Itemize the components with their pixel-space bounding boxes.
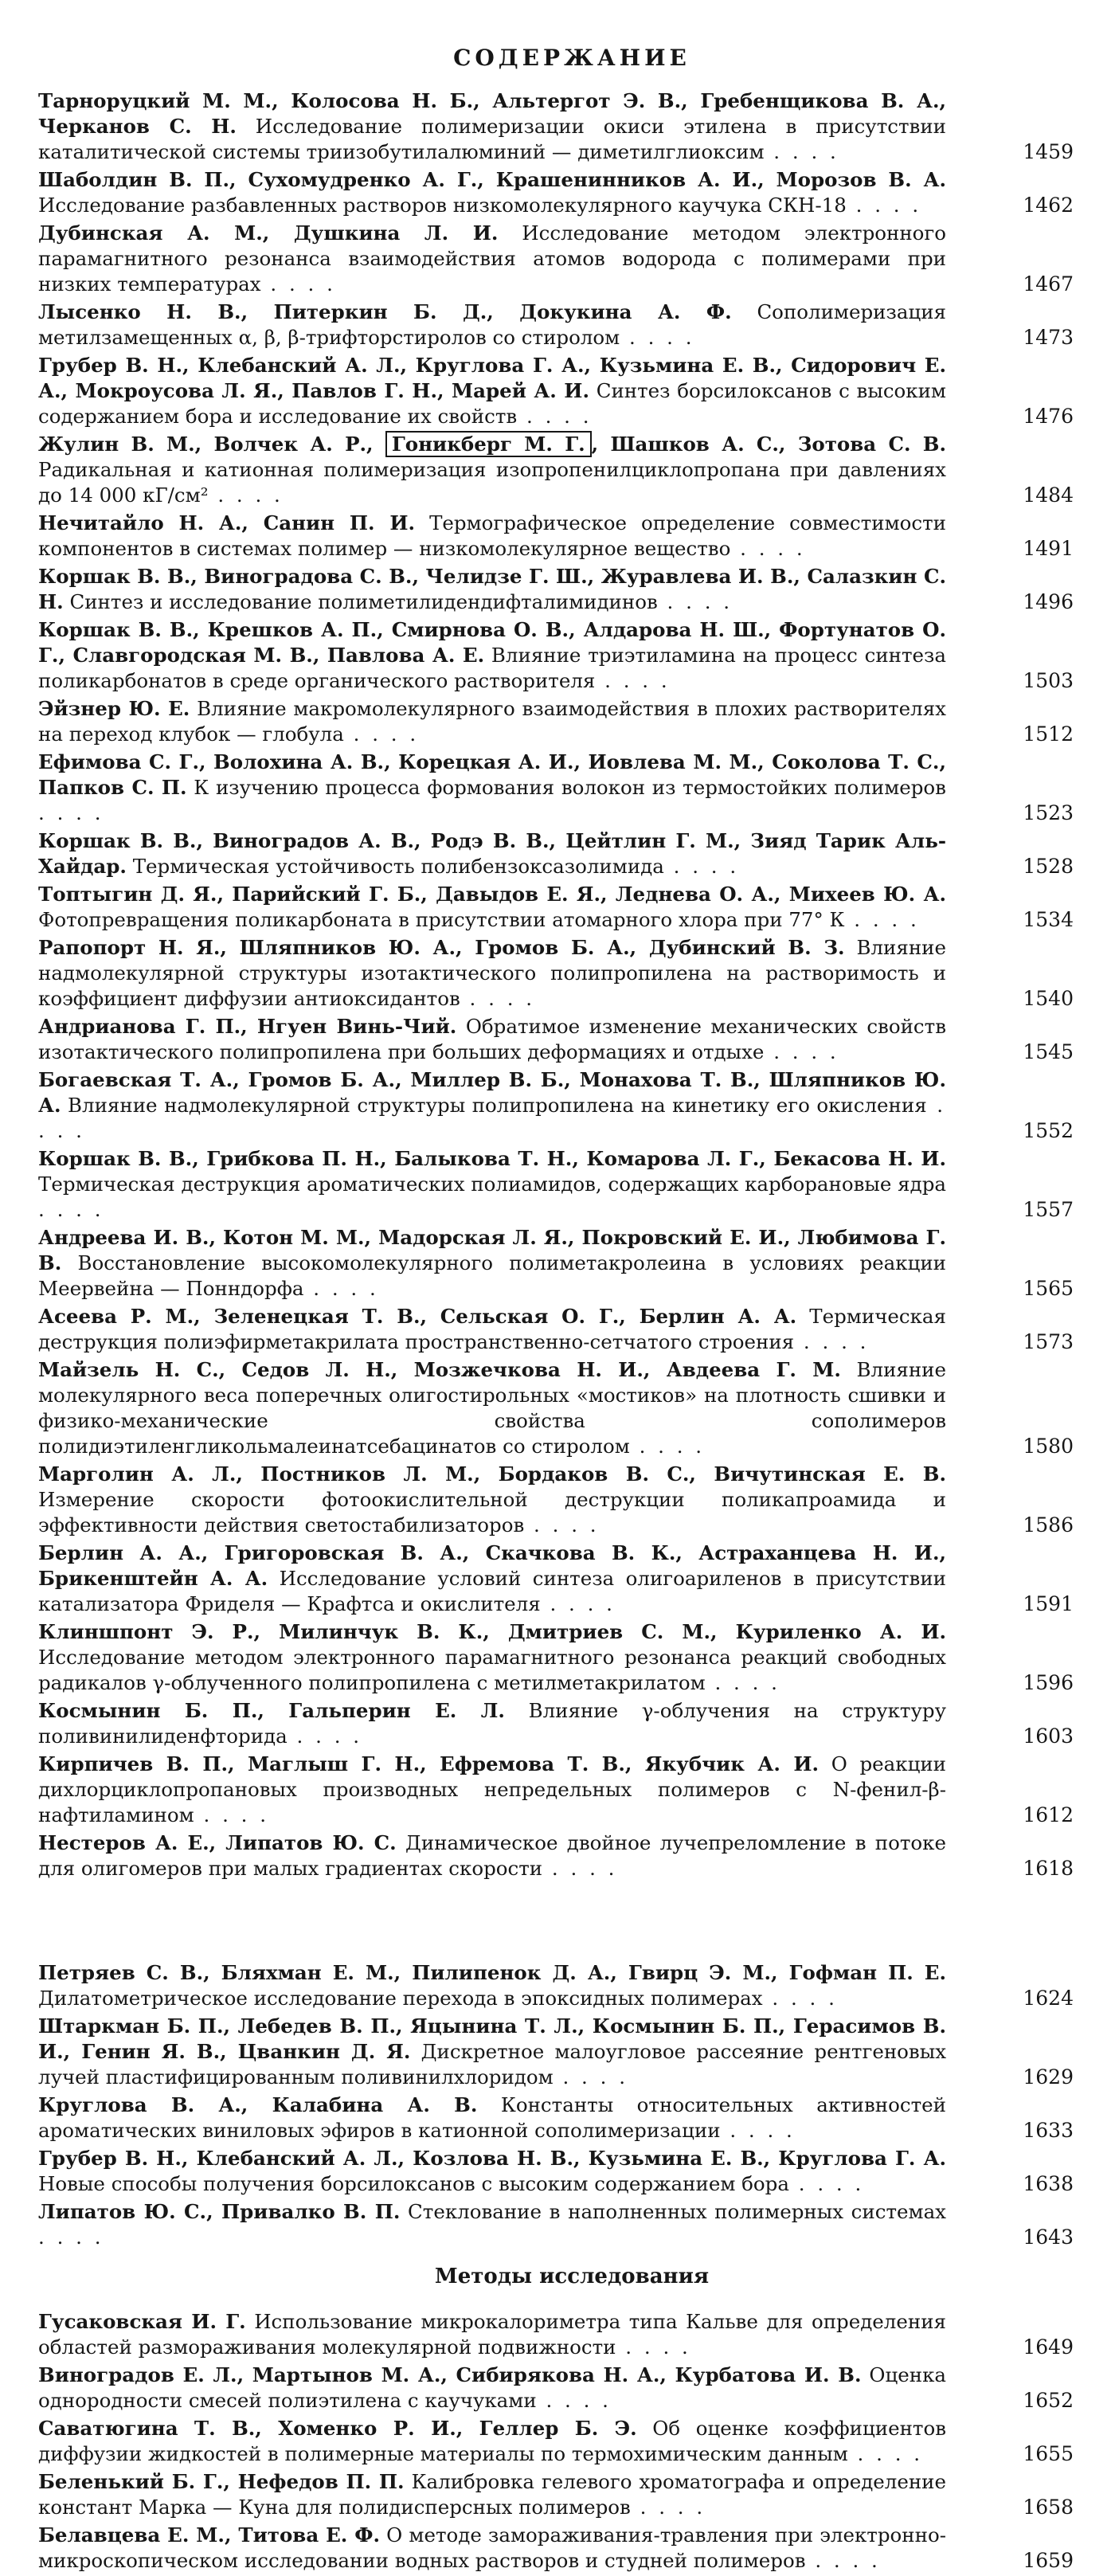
toc-leader-dots: . . . . (620, 326, 695, 349)
toc-entry-text (38, 299, 946, 350)
toc-leader-dots: . . . . (720, 2119, 796, 2142)
toc-leader-dots: . . . . (553, 2065, 628, 2089)
toc-entry-text (38, 1698, 946, 1749)
toc-entry-title: Синтез и исследование полиметилидендифталимидинов (69, 590, 658, 613)
toc-entry (38, 511, 1074, 562)
toc-page-number: 1655 (1023, 2442, 1074, 2465)
toc-entry-text (38, 617, 946, 694)
toc-entry (38, 2146, 1074, 2197)
toc-entry-authors: Топтыгин Д. Я., Парийский Г. Б., Давыдов Е. Я., Леднева О. А., Михеев Ю. А. (38, 883, 946, 906)
page-title: СОДЕРЖАНИЕ (453, 45, 690, 71)
toc-entry (38, 1698, 1074, 1749)
toc-leader-dots: . . . . (616, 2335, 691, 2359)
toc-entry-authors: Тарноруцкий М. М., Колосова Н. Б., Альтергот Э. В., Гребенщикова В. А., Черканов С. Н. (38, 89, 946, 138)
toc-entry-title: Влияние триэтиламина на процесс синтеза поликарбонатов в среде органического растворителя (38, 644, 946, 692)
toc-page-number: 1591 (1023, 1592, 1074, 1615)
toc-entry-title: Термическая деструкция полиэфирметакрилата пространственно-сетчатого строения (38, 1305, 946, 1353)
toc-entry (38, 1225, 1074, 1302)
toc-leader-dots: . . . . (663, 855, 740, 878)
toc-entry (38, 2363, 1074, 2414)
toc-entry-authors: Штаркман Б. П., Лебедев В. П., Яцынина Т. Л., Космынин Б. П., Герасимов В. И., Генин Я. В., Цванкин Д. Я. (38, 2014, 946, 2063)
toc-page-number: 1596 (1023, 1671, 1074, 1694)
toc-entry-text (38, 564, 946, 615)
toc-page-number: 1580 (1023, 1435, 1074, 1458)
section-gap (38, 1884, 1074, 1960)
toc-entry-title: Исследование условий синтеза олигоариленов в присутствии катализатора Фриделя — Крафтса и окислителя (38, 1567, 946, 1615)
toc-entry-title: О реакции дихлорциклопропановых производных непредельных полимеров с N-фенил-β-нафтиламином (38, 1752, 946, 1826)
toc-entry-authors: Дубинская А. М., Душкина Л. И. (38, 221, 499, 245)
toc-entry-authors: Жулин В. М., Волчек А. Р., (38, 433, 385, 456)
toc-entry-title: Новые способы получения борсилоксанов с высоким содержанием бора (38, 2172, 789, 2195)
toc-entry-authors: Богаевская Т. А., Громов Б. А., Миллер В. Б., Монахова Т. В., Шляпников Ю. А. (38, 1068, 946, 1117)
toc-page-number: 1534 (1023, 908, 1074, 931)
toc-leader-dots: . . . . (540, 1592, 616, 1615)
section-heading-methods: Методы исследования (434, 2265, 710, 2288)
toc-entry-text (38, 2523, 946, 2574)
toc-entry-text (38, 1357, 946, 1459)
toc-entry-title: Радикальная и катионная полимеризация изопропенилциклопропана при давлениях до 14 000 кГ/см² (38, 458, 946, 507)
toc-entry-authors: Лысенко Н. В., Питеркин Б. Д., Докукина А. Ф. (38, 300, 732, 323)
toc-entry-text (38, 1619, 946, 1696)
toc-leader-dots: . . . . (517, 405, 593, 428)
toc-page-number: 1459 (1023, 140, 1074, 163)
toc-entry-title: Оценка однородности смесей полиэтилена с каучуками (38, 2363, 946, 2412)
toc-entry-authors: Марголин А. Л., Постников Л. М., Бордаков В. С., Вичутинская Е. В. (38, 1462, 946, 1486)
toc-entry-text (38, 2416, 946, 2467)
toc-entry-title: Константы относительных активностей ароматических виниловых эфиров в катионной сополимеризации (38, 2093, 946, 2142)
toc-page-number: 1586 (1023, 1513, 1074, 1537)
toc-entry-text (38, 221, 946, 297)
toc-entry (38, 2416, 1074, 2467)
toc-entry (38, 1357, 1074, 1459)
toc-page-number: 1629 (1023, 2065, 1074, 2089)
toc-entry-title: Влияние молекулярного веса поперечных олигостирольных «мостиков» на плотность сшивки и физико-механические свойства сополимеров полидиэтиленгликольмалеинатсебацинатов со стиролом (38, 1358, 947, 1458)
toc-entry (38, 299, 1074, 350)
toc-entry-title: Термическая деструкция ароматических полиамидов, содержащих карборановые ядра (38, 1173, 946, 1196)
toc-entry-title: Термическая устойчивость полибензоксазолимида (132, 855, 664, 878)
toc-page-number: 1649 (1023, 2335, 1074, 2359)
toc-entry-authors: Белавцева Е. М., Титова Е. Ф. (38, 2523, 380, 2547)
toc-entry-text (38, 2469, 946, 2520)
toc-leader-dots: . . . . (208, 483, 284, 507)
toc-page-number: 1658 (1023, 2496, 1074, 2519)
toc-entry-text (38, 2146, 946, 2197)
toc-leader-dots: . . . . (287, 1725, 363, 1748)
toc-entry-authors: Коршак В. В., Грибкова П. Н., Балыкова Т. Н., Комарова Л. Г., Бекасова Н. И. (38, 1147, 946, 1170)
toc-entry-authors: Космынин Б. П., Гальперин Е. Л. (38, 1699, 505, 1722)
toc-entry-title: Влияние γ-облучения на структуру поливинилиденфторида (38, 1699, 947, 1748)
toc-page-number: 1462 (1023, 194, 1074, 217)
toc-entry-authors: Беленький Б. Г., Нефедов П. П. (38, 2470, 405, 2493)
contents-list-main (38, 88, 1074, 1881)
toc-entry-text (38, 2014, 946, 2090)
toc-entry-text (38, 88, 946, 165)
toc-entry-authors: Ефимова С. Г., Волохина А. В., Корецкая А. И., Иовлева М. М., Соколова Т. С., Папков С. П. (38, 750, 946, 799)
toc-entry-text (38, 353, 946, 429)
toc-entry (38, 88, 1074, 165)
toc-leader-dots: . . . . (705, 1671, 780, 1694)
toc-entry-authors: Андрианова Г. П., Нгуен Винь-Чий. (38, 1015, 457, 1038)
toc-page-number: 1476 (1023, 405, 1074, 428)
toc-entry-title: Синтез борсилоксанов с высоким содержанием бора и исследование их свойств (38, 379, 946, 428)
toc-entry (38, 353, 1074, 429)
toc-entry (38, 935, 1074, 1012)
toc-leader-dots: . . . . (764, 1040, 839, 1063)
toc-page-number: 1528 (1023, 855, 1074, 878)
toc-entry-title: Влияние надмолекулярной структуры полипропилена на кинетику его окисления (68, 1094, 927, 1117)
contents-page (38, 45, 1074, 2576)
toc-leader-dots: . . . . (764, 140, 839, 163)
toc-page-number: 1618 (1023, 1857, 1074, 1880)
toc-entry (38, 564, 1074, 615)
toc-entry-title: Термографическое определение совместимости компонентов в системах полимер — низкомолекулярное вещество (38, 511, 946, 560)
toc-entry-title: Дискретное малоугловое рассеяние рентгеновых лучей пластифицированным поливинилхлоридом (38, 2040, 947, 2089)
toc-entry-authors: Виноградов Е. Л., Мартынов М. А., Сибирякова Н. А., Курбатова И. В. (38, 2363, 862, 2386)
toc-entry-title: О методе замораживания-травления при электронно-микроскопическом исследовании водных растворов и студней полимеров (38, 2523, 946, 2572)
toc-entry-authors: Петряев С. В., Бляхман Е. М., Пилипенок Д. А., Гвирц Э. М., Гофман П. Е. (38, 1961, 946, 1984)
toc-page-number: 1557 (1023, 1198, 1074, 1221)
toc-leader-dots: . . . . (794, 1330, 870, 1353)
toc-entry (38, 1014, 1074, 1065)
toc-entry-title: Динамическое двойное лучепреломление в потоке для олигомеров при малых градиентах скорости (38, 1831, 946, 1880)
toc-entry-text (38, 2093, 946, 2143)
toc-entry-authors-boxed: Гоникберг М. Г. (385, 431, 592, 457)
toc-entry-text (38, 1146, 946, 1223)
toc-page-number: 1552 (1023, 1119, 1074, 1142)
toc-entry-authors: Коршак В. В., Виноградова С. В., Челидзе Г. Ш., Журавлева И. В., Салазкин С. Н. (38, 565, 946, 613)
toc-entry (38, 696, 1074, 747)
toc-entry-text (38, 1067, 946, 1144)
toc-entry-text (38, 1541, 946, 1617)
toc-page-number: 1473 (1023, 326, 1074, 349)
toc-entry (38, 432, 1074, 508)
toc-entry (38, 2093, 1074, 2143)
toc-entry-text (38, 1960, 946, 2011)
toc-entry-title: Влияние макромолекулярного взаимодействия в плохих растворителях на переход клубок — глобула (38, 697, 946, 746)
toc-entry-authors: Нечитайло Н. А., Санин П. И. (38, 511, 416, 534)
toc-entry-title: Об оценке коэффициентов диффузии жидкостей в полимерные материалы по термохимическим данным (38, 2417, 946, 2465)
toc-leader-dots: . . . . (194, 1803, 270, 1826)
toc-leader-dots: . . . . (38, 2226, 104, 2249)
toc-entry (38, 1146, 1074, 1223)
toc-leader-dots: . . . . (788, 2172, 865, 2195)
toc-page-number: 1624 (1023, 1987, 1074, 2010)
toc-entry (38, 1830, 1074, 1881)
toc-entry-authors: Майзель Н. С., Седов Л. Н., Мозжечкова Н. И., Авдеева Г. М. (38, 1358, 841, 1381)
toc-page-number: 1565 (1023, 1277, 1074, 1300)
toc-leader-dots: . . . . (847, 2442, 924, 2465)
toc-entry-text (38, 432, 946, 508)
toc-page-number: 1540 (1023, 987, 1074, 1010)
toc-page-number: 1603 (1023, 1725, 1074, 1748)
toc-entry-text (38, 511, 946, 562)
toc-entry-authors: Липатов Ю. С., Привалко В. П. (38, 2200, 401, 2223)
toc-page-number: 1638 (1023, 2172, 1074, 2195)
toc-leader-dots: . . . . (542, 1857, 618, 1880)
toc-entry-authors: Шаболдин В. П., Сухомудренко А. Г., Крашенинников А. И., Морозов В. А. (38, 168, 946, 191)
toc-entry (38, 2199, 1074, 2250)
toc-entry-text (38, 935, 946, 1012)
contents-list-methods (38, 2309, 1074, 2574)
toc-leader-dots: . . . . (630, 2496, 706, 2519)
toc-page-number: 1523 (1023, 801, 1074, 824)
toc-entry-authors: Грубер В. Н., Клебанский А. Л., Круглова Г. А., Кузьмина Е. В., Сидорович Е. А., Мокроусова Л. Я., Павлов Г. Н., Марей А. И. (38, 354, 946, 402)
toc-entry-authors: Кирпичев В. П., Маглыш Г. Н., Ефремова Т. В., Якубчик А. И. (38, 1752, 820, 1775)
toc-entry (38, 617, 1074, 694)
toc-entry (38, 1304, 1074, 1355)
toc-entry-text (38, 1225, 946, 1302)
toc-entry-title: Исследование разбавленных растворов низкомолекулярного каучука СКН-18 (38, 194, 847, 217)
toc-entry-authors: , Шашков А. С., Зотова С. В. (591, 433, 947, 456)
toc-entry (38, 2309, 1074, 2360)
toc-entry-text (38, 2309, 946, 2360)
toc-leader-dots: . . . . (629, 1435, 706, 1458)
toc-page-number: 1512 (1023, 722, 1074, 746)
toc-entry-authors: Круглова В. А., Калабина А. В. (38, 2093, 478, 2116)
toc-entry-title: Восстановление высокомолекулярного полиметакролеина в условиях реакции Меервейна — Понндорфа (38, 1251, 946, 1300)
toc-entry-title: Фотопревращения поликарбоната в присутствии атомарного хлора при 77° К (38, 908, 845, 931)
toc-entry (38, 221, 1074, 297)
toc-entry-text (38, 1304, 946, 1355)
toc-entry-text (38, 1014, 946, 1065)
toc-page-number: 1612 (1023, 1803, 1074, 1826)
toc-leader-dots: . . . . (38, 801, 104, 824)
toc-entry-text (38, 1462, 946, 1538)
toc-entry-authors: Клиншпонт Э. Р., Милинчук В. К., Дмитриев С. М., Куриленко А. И. (38, 1620, 946, 1643)
toc-entry-authors: Эйзнер Ю. Е. (38, 697, 190, 720)
toc-entry-authors: Асеева Р. М., Зеленецкая Т. В., Сельская О. Г., Берлин А. А. (38, 1305, 797, 1328)
toc-entry-title: Обратимое изменение механических свойств изотактического полипропилена при больших деформациях и отдыхе (38, 1015, 946, 1063)
toc-entry-title: Измерение скорости фотоокислительной деструкции поликапроамида и эффективности действия светостабилизаторов (38, 1488, 946, 1537)
toc-page-number: 1545 (1023, 1040, 1074, 1063)
toc-entry (38, 2014, 1074, 2090)
toc-entry-authors: Саватюгина Т. В., Хоменко Р. И., Геллер Б. Э. (38, 2417, 637, 2440)
toc-page-number: 1643 (1023, 2226, 1074, 2249)
toc-entry (38, 167, 1074, 218)
toc-page-number: 1491 (1023, 537, 1074, 560)
toc-entry-authors: Коршак В. В., Крешков А. П., Смирнова О. В., Алдарова Н. Ш., Фортунатов О. Г., Славгородская М. В., Павлова А. Е. (38, 618, 946, 667)
toc-leader-dots: . . . . (343, 722, 420, 746)
toc-entry (38, 1960, 1074, 2011)
toc-entry-text (38, 828, 946, 879)
toc-entry (38, 750, 1074, 826)
toc-entry-title: Исследование методом электронного парамагнитного резонанса реакций свободных радикалов γ-облученного полипропилена с метилметакрилатом (38, 1646, 946, 1694)
toc-entry-authors: Берлин А. А., Григоровская В. А., Скачкова В. К., Астраханцева Н. И., Брикенштейн А. А. (38, 1541, 946, 1590)
toc-entry-title: Стеклование в наполненных полимерных системах (408, 2200, 946, 2223)
toc-entry-text (38, 696, 946, 747)
toc-entry-authors: Рапопорт Н. Я., Шляпников Ю. А., Громов Б. А., Дубинский В. З. (38, 936, 845, 959)
toc-leader-dots: . . . . (730, 537, 806, 560)
toc-entry-authors: Гусаковская И. Г. (38, 2310, 246, 2333)
toc-entry-title: Исследование полимеризации окиси этилена в присутствии каталитической системы триизобутилалюминий — диметилглиоксим (38, 115, 946, 163)
toc-leader-dots: . . . . (595, 669, 671, 692)
toc-entry-title: Дилатометрическое исследование перехода в эпоксидных полимерах (38, 1987, 763, 2010)
toc-entry-text (38, 2363, 946, 2414)
toc-leader-dots: . . . . (524, 1513, 600, 1537)
toc-entry-title: Сополимеризация метилзамещенных α, β, β-трифторстиролов со стиролом (38, 300, 946, 349)
toc-leader-dots: . . . . (38, 1198, 104, 1221)
toc-leader-dots: . . . . (260, 272, 336, 296)
toc-entry-text (38, 2199, 946, 2250)
toc-leader-dots: . . . . (762, 1987, 838, 2010)
toc-page-number: 1659 (1023, 2549, 1074, 2572)
toc-entry-authors: Андреева И. В., Котон М. М., Мадорская Л. Я., Покровский Е. И., Любимова Г. В. (38, 1226, 946, 1274)
toc-entry-title: Влияние надмолекулярной структуры изотактического полипропилена на растворимость и коэффициент диффузии антиоксидантов (38, 936, 946, 1010)
toc-entry-authors: Грубер В. Н., Клебанский А. Л., Козлова Н. В., Кузьмина Е. В., Круглова Г. А. (38, 2147, 946, 2170)
contents-list-secondary (38, 1960, 1074, 2250)
toc-entry-title: Калибровка гелевого хроматографа и определение констант Марка — Куна для полидисперсных полимеров (38, 2470, 947, 2519)
toc-entry-text (38, 1830, 946, 1881)
toc-page-number: 1503 (1023, 669, 1074, 692)
toc-entry-text (38, 750, 946, 826)
toc-leader-dots: . . . . (536, 2389, 612, 2412)
toc-leader-dots: . . . . (303, 1277, 379, 1300)
toc-page-number: 1652 (1023, 2389, 1074, 2412)
toc-entry-authors: Нестеров А. Е., Липатов Ю. С. (38, 1831, 397, 1854)
toc-page-number: 1633 (1023, 2119, 1074, 2142)
toc-page-number: 1484 (1023, 483, 1074, 507)
toc-leader-dots: . . . . (846, 194, 922, 217)
toc-entry (38, 1067, 1074, 1144)
toc-entry-text (38, 167, 946, 218)
toc-leader-dots: . . . . (460, 987, 536, 1010)
toc-entry-text (38, 1752, 946, 1828)
toc-entry (38, 1619, 1074, 1696)
toc-entry-title: Исследование методом электронного парамагнитного резонанса взаимодействия атомов водорода с полимерами при низких температурах (38, 221, 946, 296)
toc-entry (38, 828, 1074, 879)
toc-page-number: 1573 (1023, 1330, 1074, 1353)
toc-entry (38, 1752, 1074, 1828)
toc-leader-dots: . . . . (805, 2549, 881, 2572)
toc-page-number: 1496 (1023, 590, 1074, 613)
toc-leader-dots: . . . . (38, 1094, 946, 1142)
toc-entry-text (38, 882, 946, 933)
toc-entry (38, 2523, 1074, 2574)
toc-leader-dots: . . . . (657, 590, 733, 613)
toc-entry-title: Использование микрокалориметра типа Кальве для определения областей размораживания молекулярной подвижности (38, 2310, 946, 2359)
toc-page-number: 1467 (1023, 272, 1074, 296)
toc-leader-dots: . . . . (844, 908, 920, 931)
toc-entry (38, 1462, 1074, 1538)
toc-entry (38, 882, 1074, 933)
toc-entry-authors: Коршак В. В., Виноградов А. В., Родэ В. В., Цейтлин Г. М., Зияд Тарик Аль-Хайдар. (38, 829, 946, 878)
toc-entry (38, 1541, 1074, 1617)
toc-entry-title: К изучению процесса формования волокон из термостойких полимеров (194, 776, 946, 799)
toc-entry (38, 2469, 1074, 2520)
